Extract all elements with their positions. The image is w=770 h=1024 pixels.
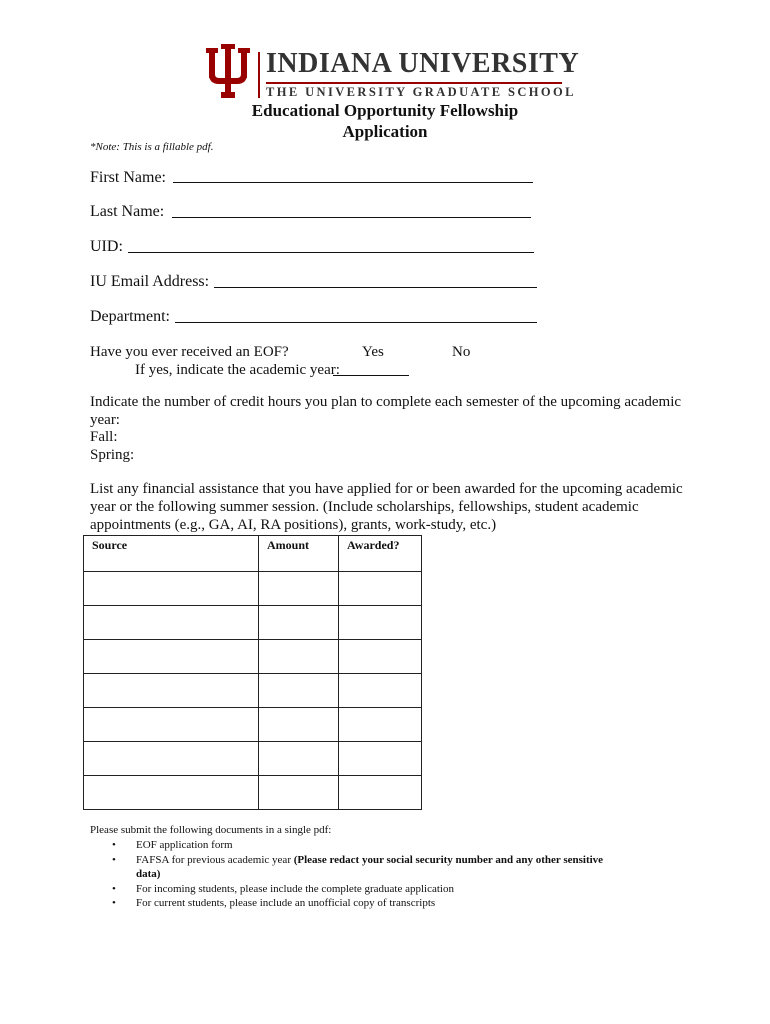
- amount-cell[interactable]: [259, 572, 339, 606]
- table-row: [84, 572, 422, 606]
- source-cell[interactable]: [84, 708, 259, 742]
- logo-underline: [266, 82, 562, 84]
- awarded-cell[interactable]: [339, 674, 422, 708]
- amount-cell[interactable]: [259, 742, 339, 776]
- document-item-text: FAFSA for previous academic year: [136, 853, 294, 866]
- bullet-icon: •: [112, 839, 116, 851]
- document-item-text: For incoming students, please include the complete graduate application: [136, 882, 454, 895]
- list-item: [90, 853, 630, 882]
- documents-intro: Please submit the following documents in a single pdf:: [90, 824, 332, 836]
- fillable-note: *Note: This is a fillable pdf.: [90, 141, 214, 153]
- awarded-cell[interactable]: [339, 742, 422, 776]
- source-cell[interactable]: [84, 674, 259, 708]
- list-item: [90, 896, 630, 911]
- credit-hours-prompt: Indicate the number of credit hours you plan to complete each semester of the upcoming academic year:: [90, 394, 682, 428]
- first-name-label: First Name:: [90, 169, 166, 186]
- source-cell[interactable]: [84, 742, 259, 776]
- table-row: [84, 674, 422, 708]
- amount-column-header: Amount: [259, 536, 339, 572]
- table-row: [84, 708, 422, 742]
- document-item-text: For current students, please include an unofficial copy of transcripts: [136, 897, 436, 909]
- amount-cell[interactable]: [259, 674, 339, 708]
- source-column-header: Source: [84, 536, 259, 572]
- amount-cell[interactable]: [259, 776, 339, 810]
- table-row: [84, 776, 422, 810]
- form-title: Educational Opportunity Fellowship: [251, 101, 519, 120]
- uid-label: UID:: [90, 238, 123, 255]
- awarded-cell[interactable]: [339, 640, 422, 674]
- source-cell[interactable]: [84, 572, 259, 606]
- email-label: IU Email Address:: [90, 273, 210, 290]
- redaction-warning: (Please redact your social security number and any other sensitive data): [136, 853, 604, 880]
- bullet-icon: •: [112, 882, 116, 895]
- spring-label: Spring:: [90, 447, 135, 463]
- uid-field[interactable]: [128, 252, 534, 253]
- last-name-field[interactable]: [172, 217, 531, 218]
- awarded-cell[interactable]: [339, 708, 422, 742]
- eof-year-prompt: If yes, indicate the academic year:: [135, 362, 340, 378]
- document-item-text: EOF application form: [136, 839, 233, 851]
- last-name-label: Last Name:: [90, 203, 165, 220]
- table-header-row: [84, 536, 422, 572]
- financial-assistance-prompt: List any financial assistance that you have applied for or been awarded for the upcoming academic year or the following summer session. (Include scholarships, fellowships, student academic appointments (e.g., GA, AI, RA positions), grants, work-study, etc.): [90, 481, 683, 533]
- eof-yes-option[interactable]: Yes: [362, 344, 384, 360]
- awarded-column-header: Awarded?: [339, 536, 422, 572]
- amount-cell[interactable]: [259, 708, 339, 742]
- logo-divider: [258, 52, 260, 98]
- table-row: [84, 606, 422, 640]
- iu-trident-logo-icon: [206, 44, 250, 100]
- amount-cell[interactable]: [259, 640, 339, 674]
- department-field[interactable]: [175, 322, 537, 323]
- financial-assistance-table: [83, 535, 422, 810]
- eof-year-field[interactable]: [333, 375, 409, 376]
- bullet-icon: •: [112, 897, 116, 909]
- list-item: [90, 882, 630, 897]
- bullet-icon: •: [112, 853, 116, 866]
- amount-cell[interactable]: [259, 606, 339, 640]
- eof-no-option[interactable]: No: [452, 344, 471, 360]
- table-row: [84, 640, 422, 674]
- table-row: [84, 742, 422, 776]
- documents-list: [90, 838, 630, 911]
- email-field[interactable]: [214, 287, 537, 288]
- source-cell[interactable]: [84, 606, 259, 640]
- school-name: THE UNIVERSITY GRADUATE SCHOOL: [266, 85, 576, 99]
- department-label: Department:: [90, 308, 170, 325]
- form-title-line2: Application: [342, 122, 428, 141]
- university-name: INDIANA UNIVERSITY: [266, 48, 580, 79]
- source-cell[interactable]: [84, 776, 259, 810]
- awarded-cell[interactable]: [339, 606, 422, 640]
- list-item: [90, 838, 630, 853]
- eof-question: Have you ever received an EOF?: [90, 344, 289, 360]
- fall-label: Fall:: [90, 429, 118, 445]
- first-name-field[interactable]: [173, 182, 533, 183]
- source-cell[interactable]: [84, 640, 259, 674]
- awarded-cell[interactable]: [339, 572, 422, 606]
- awarded-cell[interactable]: [339, 776, 422, 810]
